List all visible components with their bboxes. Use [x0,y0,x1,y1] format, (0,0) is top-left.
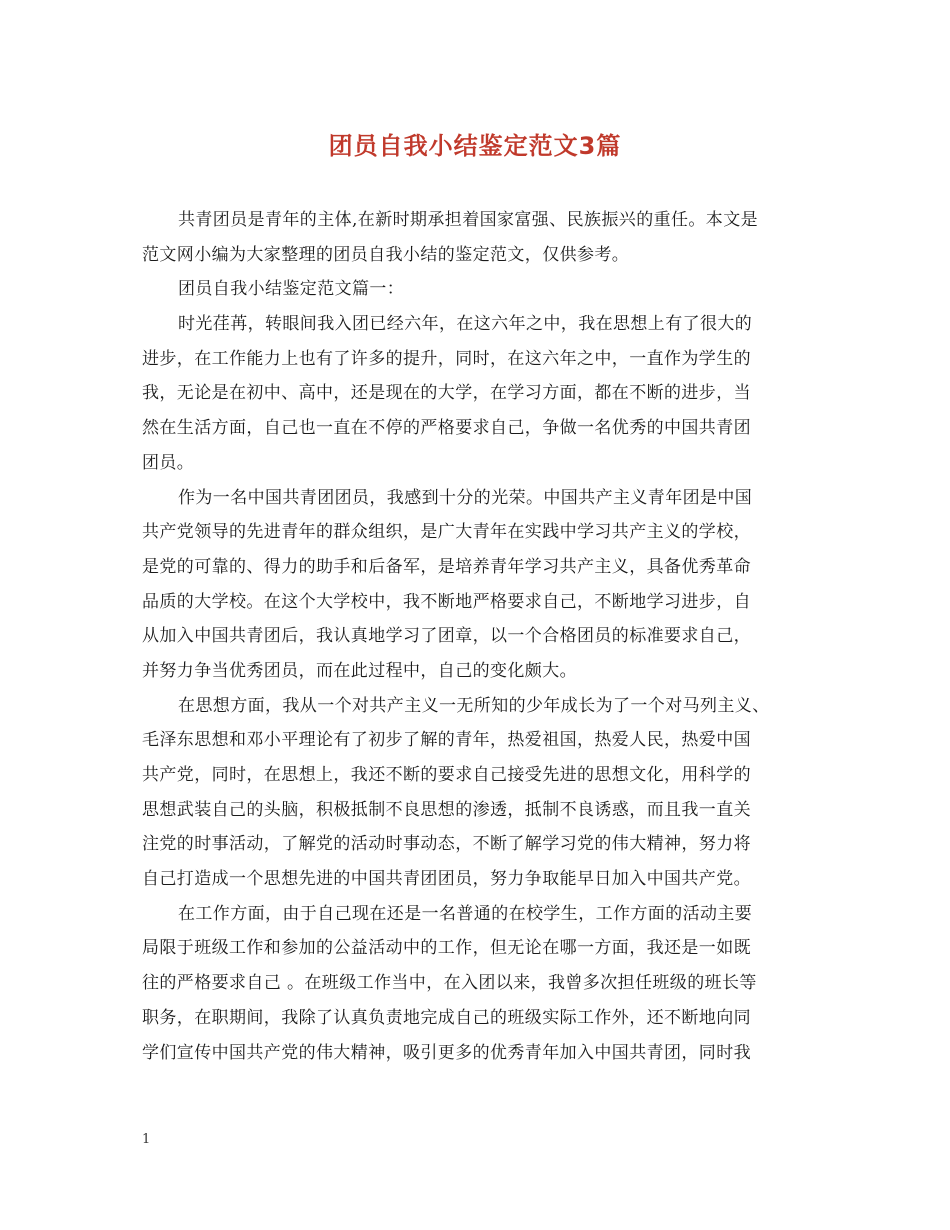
text-line: 自己打造成一个思想先进的中国共青团团员，努力争取能早日加入中国共产党。 [142,869,751,890]
text-line: 职务，在职期间，我除了认真负责地完成自己的班级实际工作外，还不断地向同 [142,1007,751,1028]
text-line: 时光荏苒，转眼间我入团已经六年，在这六年之中，我在思想上有了很大的 [178,314,753,335]
text-line: 然在生活方面，自己也一直在不停的严格要求自己，争做一名优秀的中国共青团 [142,418,751,439]
text-line: 局限于班级工作和参加的公益活动中的工作，但无论在哪一方面，我还是一如既 [142,938,751,959]
text-line: 进步，在工作能力上也有了许多的提升，同时，在这六年之中，一直作为学生的 [142,348,751,369]
text-line: 我，无论是在初中、高中，还是现在的大学，在学习方面，都在不断的进步，当 [142,383,751,404]
text-line: 从加入中国共青团后，我认真地学习了团章，以一个合格团员的标准要求自己， [142,626,751,647]
text-line: 思想武装自己的头脑，积极抵制不良思想的渗透，抵制不良诱惑，而且我一直关 [142,799,751,820]
text-line: 范文网小编为大家整理的团员自我小结的鉴定范文，仅供参考。 [142,244,630,265]
document-title: 团员自我小结鉴定范文3篇 [328,132,622,160]
page-number: 1 [142,1132,151,1147]
document-body [142,203,822,1070]
text-line: 往的严格要求自己 。在班级工作当中，在入团以来，我曾多次担任班级的班长等 [142,973,757,994]
text-line: 共青团员是青年的主体,在新时期承担着国家富强、民族振兴的重任。本文是 [178,210,759,230]
text-line: 在思想方面，我从一个对共产主义一无所知的少年成长为了一个对马列主义、 [178,695,770,716]
text-line: 并努力争当优秀团员，而在此过程中，自己的变化颇大。 [142,660,577,681]
text-line: 共产党领导的先进青年的群众组织，是广大青年在实践中学习共产主义的学校， [142,522,751,543]
text-line: 团员自我小结鉴定范文篇一： [178,279,405,300]
text-line: 学们宣传中国共产党的伟大精神，吸引更多的优秀青年加入中国共青团，同时我 [142,1042,751,1063]
text-line: 作为一名中国共青团团员，我感到十分的光荣。中国共产主义青年团是中国 [178,487,753,508]
text-line: 注党的时事活动，了解党的活动时事动态，不断了解学习党的伟大精神，努力将 [142,834,751,855]
text-line: 品质的大学校。在这个大学校中，我不断地严格要求自己，不断地学习进步，自 [142,591,751,612]
text-line: 团员。 [142,452,195,473]
text-line: 毛泽东思想和邓小平理论有了初步了解的青年，热爱祖国，热爱人民，热爱中国 [142,730,751,751]
text-line: 在工作方面，由于自己现在还是一名普通的在校学生，工作方面的活动主要 [178,903,753,924]
text-line: 共产党，同时，在思想上，我还不断的要求自己接受先进的思想文化，用科学的 [142,765,751,785]
text-line: 是党的可靠的、得力的助手和后备军，是培养青年学习共产主义，具备优秀革命 [142,556,751,577]
